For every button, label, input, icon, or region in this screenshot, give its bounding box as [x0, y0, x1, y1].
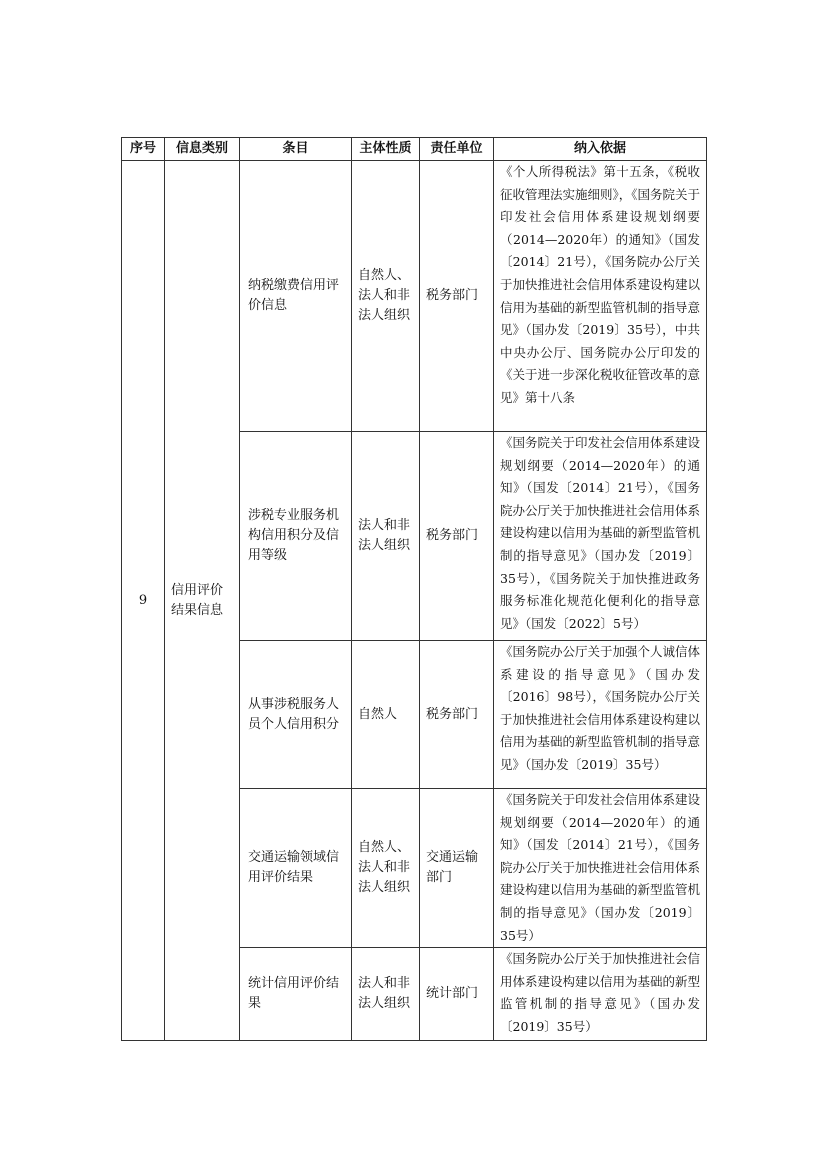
- inclusion-basis: 《国务院办公厅关于加快推进社会信用体系建设构建以信用为基础的新型监管机制的指导意见》（国办发〔2019〕35号）: [494, 948, 707, 1041]
- inclusion-basis: 《国务院关于印发社会信用体系建设规划纲要（2014—2020年）的通知》（国发〔2014〕21号），《国务院办公厅关于加快推进社会信用体系建设构建以信用为基础的新型监管机制的指导意见》（国办发〔2019〕35号），《国务院关于加快推进政务服务标准化规范化便利化的指导意见》（国发〔2022〕5号）: [494, 432, 707, 641]
- subject-nature: 法人和非法人组织: [352, 432, 420, 641]
- header-category: 信息类别: [165, 138, 240, 161]
- header-item: 条目: [240, 138, 352, 161]
- header-no: 序号: [122, 138, 165, 161]
- item-name: 从事涉税服务人员个人信用积分: [240, 641, 352, 789]
- info-category: 信用评价结果信息: [165, 161, 240, 1041]
- responsible-department: 税务部门: [420, 161, 494, 432]
- subject-nature: 自然人: [352, 641, 420, 789]
- inclusion-basis: 《个人所得税法》第十五条，《税收征收管理法实施细则》，《国务院关于印发社会信用体系建设规划纲要（2014—2020年）的通知》（国发〔2014〕21号），《国务院办公厅关于加快推进社会信用体系建设构建以信用为基础的新型监管机制的指导意见》（国办发〔2019〕35号），中共中央办公厅、国务院办公厅印发的《关于进一步深化税收征管改革的意见》第十八条: [494, 161, 707, 432]
- item-name: 统计信用评价结果: [240, 948, 352, 1041]
- item-name: 涉税专业服务机构信用积分及信用等级: [240, 432, 352, 641]
- responsible-department: 税务部门: [420, 641, 494, 789]
- inclusion-basis: 《国务院关于印发社会信用体系建设规划纲要（2014—2020年）的通知》（国发〔2014〕21号），《国务院办公厅关于加快推进社会信用体系建设构建以信用为基础的新型监管机制的指导意见》（国办发〔2019〕35号）: [494, 789, 707, 948]
- credit-info-table: [121, 137, 707, 1041]
- subject-nature: 法人和非法人组织: [352, 948, 420, 1041]
- header-nature: 主体性质: [352, 138, 420, 161]
- subject-nature: 自然人、法人和非法人组织: [352, 789, 420, 948]
- item-name: 纳税缴费信用评价信息: [240, 161, 352, 432]
- header-department: 责任单位: [420, 138, 494, 161]
- responsible-department: 税务部门: [420, 432, 494, 641]
- responsible-department: 交通运输部门: [420, 789, 494, 948]
- item-name: 交通运输领域信用评价结果: [240, 789, 352, 948]
- table-header-row: [122, 138, 707, 161]
- table-row: [122, 161, 707, 432]
- row-number: 9: [122, 161, 165, 1041]
- responsible-department: 统计部门: [420, 948, 494, 1041]
- header-basis: 纳入依据: [494, 138, 707, 161]
- subject-nature: 自然人、法人和非法人组织: [352, 161, 420, 432]
- inclusion-basis: 《国务院办公厅关于加强个人诚信体系建设的指导意见》（国办发〔2016〕98号），《国务院办公厅关于加快推进社会信用体系建设构建以信用为基础的新型监管机制的指导意见》（国办发〔2019〕35号）: [494, 641, 707, 789]
